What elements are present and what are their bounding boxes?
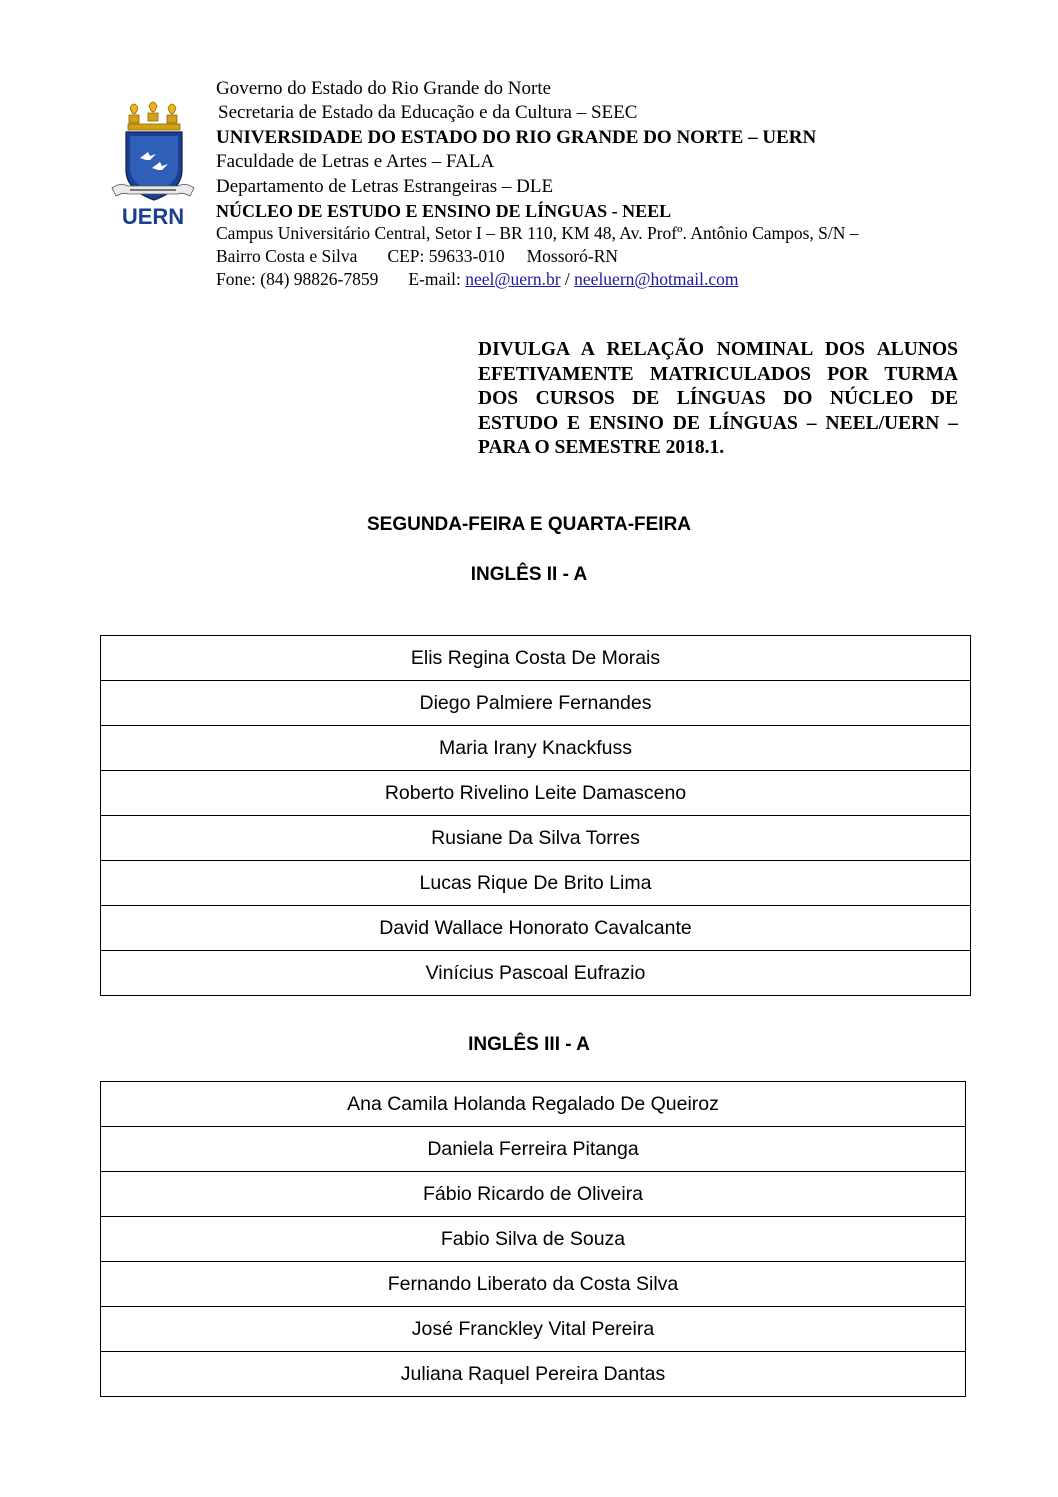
student-name: Fernando Liberato da Costa Silva <box>101 1262 966 1307</box>
table-row <box>101 1172 966 1217</box>
table-row <box>101 1217 966 1262</box>
announcement-text: DIVULGA A RELAÇÃO NOMINAL DOS ALUNOS EFETIVAMENTE MATRICULADOS POR TURMA DOS CURSOS DE LÍNGUAS DO NÚCLEO DE ESTUDO E ENSINO DE LÍNGUAS – NEEL/UERN – PARA O SEMESTRE 2018.1. <box>478 339 958 458</box>
table-row <box>101 1352 966 1397</box>
student-name: Diego Palmiere Fernandes <box>101 681 971 726</box>
student-name: Fabio Silva de Souza <box>101 1217 966 1262</box>
student-name: Elis Regina Costa De Morais <box>101 636 971 681</box>
header-line-campus: Campus Universitário Central, Setor I – BR 110, KM 48, Av. Profº. Antônio Campos, S/N – <box>216 223 859 243</box>
student-name: Fábio Ricardo de Oliveira <box>101 1172 966 1217</box>
header-line-department: Departamento de Letras Estrangeiras – DLE <box>216 176 554 197</box>
student-name: Lucas Rique De Brito Lima <box>101 861 971 906</box>
email-label: E-mail: <box>408 269 461 289</box>
table-row <box>101 681 971 726</box>
address-cep: CEP: 59633-010 <box>387 246 505 266</box>
email-link-neel[interactable]: neel@uern.br <box>465 269 561 289</box>
class-title-ingles-3a: INGLÊS III - A <box>468 1034 590 1055</box>
header-line-contact <box>216 267 738 291</box>
roster-table-ingles-3a <box>100 1081 966 1397</box>
table-row <box>101 636 971 681</box>
roster-table-ingles-2a <box>100 635 971 996</box>
table-row <box>101 906 971 951</box>
header-line-nucleus: NÚCLEO DE ESTUDO E ENSINO DE LÍNGUAS - NEEL <box>216 201 672 221</box>
table-row <box>101 726 971 771</box>
address-neighborhood: Bairro Costa e Silva <box>216 246 358 266</box>
table-row <box>101 771 971 816</box>
student-name: Juliana Raquel Pereira Dantas <box>101 1352 966 1397</box>
student-name: Daniela Ferreira Pitanga <box>101 1127 966 1172</box>
table-row <box>101 1307 966 1352</box>
table-row <box>101 1082 966 1127</box>
student-name: Roberto Rivelino Leite Damasceno <box>101 771 971 816</box>
student-name: Ana Camila Holanda Regalado De Queiroz <box>101 1082 966 1127</box>
table-row <box>101 951 971 996</box>
uern-logo <box>108 100 198 230</box>
table-row <box>101 1127 966 1172</box>
table-row <box>101 861 971 906</box>
logo-text: UERN <box>121 204 185 229</box>
address-city: Mossoró-RN <box>526 246 619 266</box>
header-line-faculty: Faculdade de Letras e Artes – FALA <box>216 151 495 172</box>
student-name: David Wallace Honorato Cavalcante <box>101 906 971 951</box>
email-link-hotmail[interactable]: neeluern@hotmail.com <box>574 269 739 289</box>
table-row <box>101 816 971 861</box>
header-line-university: UNIVERSIDADE DO ESTADO DO RIO GRANDE DO NORTE – UERN <box>216 127 817 148</box>
student-name: José Franckley Vital Pereira <box>101 1307 966 1352</box>
header-line-secretariat: Secretaria de Estado da Educação e da Cultura – SEEC <box>218 102 638 123</box>
table-row <box>101 1262 966 1307</box>
student-name: Rusiane Da Silva Torres <box>101 816 971 861</box>
class-title-ingles-2a: INGLÊS II - A <box>470 564 588 585</box>
student-name: Maria Irany Knackfuss <box>101 726 971 771</box>
student-name: Vinícius Pascoal Eufrazio <box>101 951 971 996</box>
phone-number: Fone: (84) 98826-7859 <box>216 269 379 289</box>
header-line-address <box>216 244 618 268</box>
email-separator: / <box>564 269 570 289</box>
header-line-government: Governo do Estado do Rio Grande do Norte <box>216 78 552 99</box>
schedule-title: SEGUNDA-FEIRA E QUARTA-FEIRA <box>366 514 692 535</box>
